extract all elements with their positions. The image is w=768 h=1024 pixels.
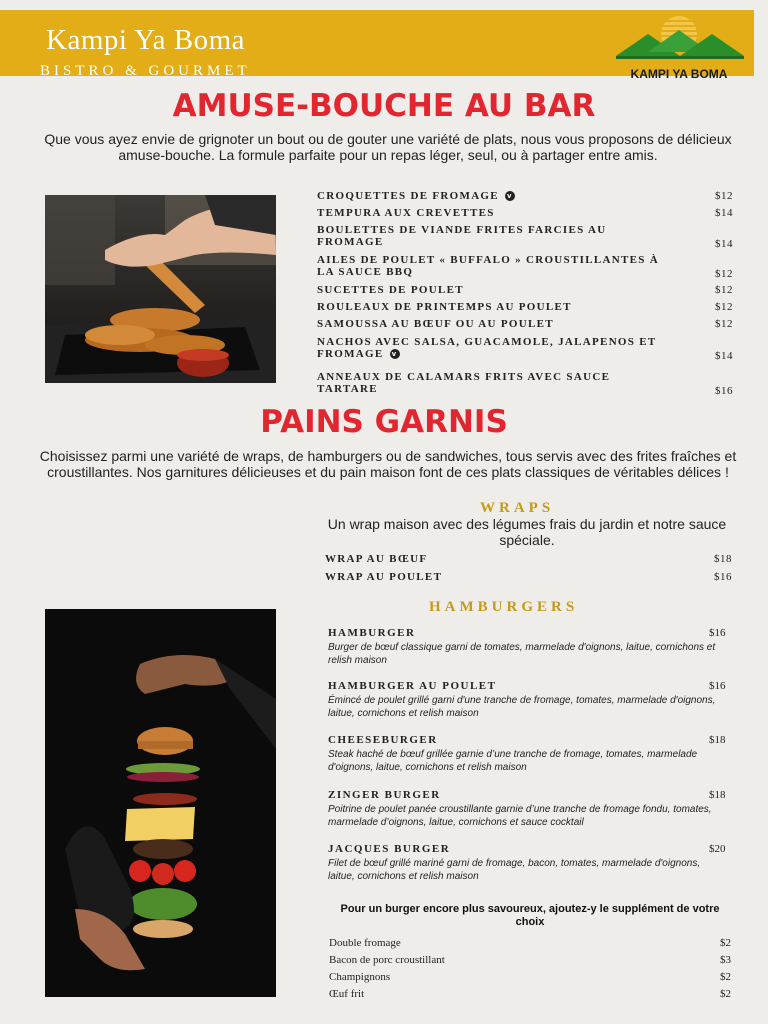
vegetarian-icon: v bbox=[390, 349, 400, 359]
addon-item bbox=[329, 954, 731, 968]
wrap-item bbox=[325, 553, 732, 567]
burger-item-name: HAMBURGER bbox=[328, 627, 416, 639]
wrap-item-name: WRAP AU BŒUF bbox=[325, 553, 428, 565]
menu-item-price: $16 bbox=[715, 385, 733, 397]
menu-item-name: NACHOS AVEC SALSA, GUACAMOLE, JALAPENOS ET FROMAGE v bbox=[317, 336, 657, 360]
menu-item-price: $14 bbox=[715, 238, 733, 250]
vegetarian-icon: v bbox=[505, 191, 515, 201]
burger-item-price: $18 bbox=[709, 789, 726, 801]
amuse-intro: Que vous ayez envie de grignoter un bout ou de gouter une variété de plats, nous vous proposons de délicieux amuse-bouche. La formule parfaite pour un repas léger, seul, ou à partager entre amis. bbox=[44, 131, 732, 163]
appetizer-photo bbox=[45, 195, 276, 383]
menu-item bbox=[317, 318, 733, 332]
menu-item bbox=[317, 301, 733, 315]
menu-item-price: $12 bbox=[715, 284, 733, 296]
burger-item-name: JACQUES BURGER bbox=[328, 843, 451, 855]
addon-note: Pour un burger encore plus savoureux, ajoutez-y le supplément de votre choix bbox=[340, 903, 720, 928]
addon-item-price: $3 bbox=[720, 954, 731, 966]
wrap-item-name: WRAP AU POULET bbox=[325, 571, 443, 583]
brand-subtitle: BISTRO & GOURMET bbox=[40, 63, 251, 79]
menu-item bbox=[317, 224, 733, 252]
menu-item bbox=[317, 371, 733, 399]
menu-item bbox=[317, 190, 733, 204]
wraps-desc: Un wrap maison avec des légumes frais du jardin et notre sauce spéciale. bbox=[327, 516, 727, 548]
menu-item-name: AILES DE POULET « BUFFALO » CROUSTILLANTES À LA SAUCE BBQ bbox=[317, 254, 659, 278]
floating-burger-image bbox=[45, 609, 276, 997]
pains-intro: Choisissez parmi une variété de wraps, de hamburgers ou de sandwiches, tous servis avec des frites fraîches et croustillantes. Nos garnitures délicieuses et du pain maison font de ces plats classiques de véritables délices ! bbox=[39, 448, 737, 480]
burger-item-price: $20 bbox=[709, 843, 726, 855]
burger-item-name: CHEESEBURGER bbox=[328, 734, 438, 746]
menu-item bbox=[317, 254, 733, 282]
logo-text: KAMPI YA BOMA bbox=[630, 67, 728, 81]
menu-item-price: $12 bbox=[715, 268, 733, 280]
brand-title: Kampi Ya Boma bbox=[46, 24, 246, 56]
menu-item-name: SAMOUSSA AU BŒUF OU AU POULET bbox=[317, 318, 554, 330]
menu-item bbox=[317, 336, 733, 364]
addon-item-price: $2 bbox=[720, 971, 731, 983]
addon-item bbox=[329, 971, 731, 985]
menu-item bbox=[317, 207, 733, 221]
addon-item-name: Œuf frit bbox=[329, 988, 365, 1000]
burger-item-name: ZINGER BURGER bbox=[328, 789, 441, 801]
menu-item-price: $12 bbox=[715, 301, 733, 313]
fried-food-image bbox=[45, 195, 276, 383]
wrap-item-price: $18 bbox=[714, 553, 732, 565]
header-bar bbox=[0, 10, 754, 81]
wrap-item-price: $16 bbox=[714, 571, 732, 583]
menu-item bbox=[317, 284, 733, 298]
burger-item-desc: Steak haché de bœuf grillée garnie d’une tranche de fromage, tomates, marmelade d'oignons, laitue, cornichons et relish maison bbox=[328, 749, 698, 773]
menu-item-name: CROQUETTES DE FROMAGE v bbox=[317, 190, 662, 202]
wraps-title: WRAPS bbox=[480, 500, 555, 516]
amuse-heading: AMUSE-BOUCHE AU BAR bbox=[172, 88, 596, 124]
addon-item-price: $2 bbox=[720, 937, 731, 949]
burger-item-price: $18 bbox=[709, 734, 726, 746]
addon-item bbox=[329, 937, 731, 951]
burger-photo bbox=[45, 609, 276, 997]
burger-item-desc: Filet de bœuf grillé mariné garni de fromage, bacon, tomates, marmelade d'oignons, laitue, cornichons et relish maison bbox=[328, 858, 701, 882]
menu-item-name: BOULETTES DE VIANDE FRITES FARCIES AU FROMAGE bbox=[317, 224, 607, 248]
hamburgers-title: HAMBURGERS bbox=[429, 599, 579, 615]
menu-item-name: ANNEAUX DE CALAMARS FRITS AVEC SAUCE TARTARE bbox=[317, 371, 611, 395]
menu-item-price: $14 bbox=[715, 207, 733, 219]
addon-item-name: Champignons bbox=[329, 971, 391, 983]
menu-item-name: TEMPURA AUX CREVETTES bbox=[317, 207, 495, 219]
burger-item-desc: Émincé de poulet grillé garni d'une tranche de fromage, tomates, marmelade d'oignons, laitue, cornichons et relish maison bbox=[328, 695, 716, 719]
burger-item-name: HAMBURGER AU POULET bbox=[328, 680, 497, 692]
addon-item bbox=[329, 988, 731, 1002]
menu-item-name: SUCETTES DE POULET bbox=[317, 284, 464, 296]
pains-heading: PAINS GARNIS bbox=[260, 404, 508, 440]
addon-item-price: $2 bbox=[720, 988, 731, 1000]
wrap-item bbox=[325, 571, 732, 585]
burger-item-desc: Poitrine de poulet panée croustillante garnie d’une tranche de fromage fondu, tomates, marmelade d’oignons, laitue, cornichons et sauce cocktail bbox=[328, 804, 712, 828]
menu-item-price: $12 bbox=[715, 190, 733, 202]
addon-item-name: Double fromage bbox=[329, 937, 401, 949]
addon-item-name: Bacon de porc croustillant bbox=[329, 954, 445, 966]
burger-item-price: $16 bbox=[709, 680, 726, 692]
menu-item-price: $14 bbox=[715, 350, 733, 362]
burger-item-desc: Burger de bœuf classique garni de tomates, marmelade d'oignons, laitue, cornichons et relish maison bbox=[328, 642, 716, 666]
menu-item-name: ROULEAUX DE PRINTEMPS AU POULET bbox=[317, 301, 572, 313]
burger-item-price: $16 bbox=[709, 627, 726, 639]
menu-item-price: $12 bbox=[715, 318, 733, 330]
